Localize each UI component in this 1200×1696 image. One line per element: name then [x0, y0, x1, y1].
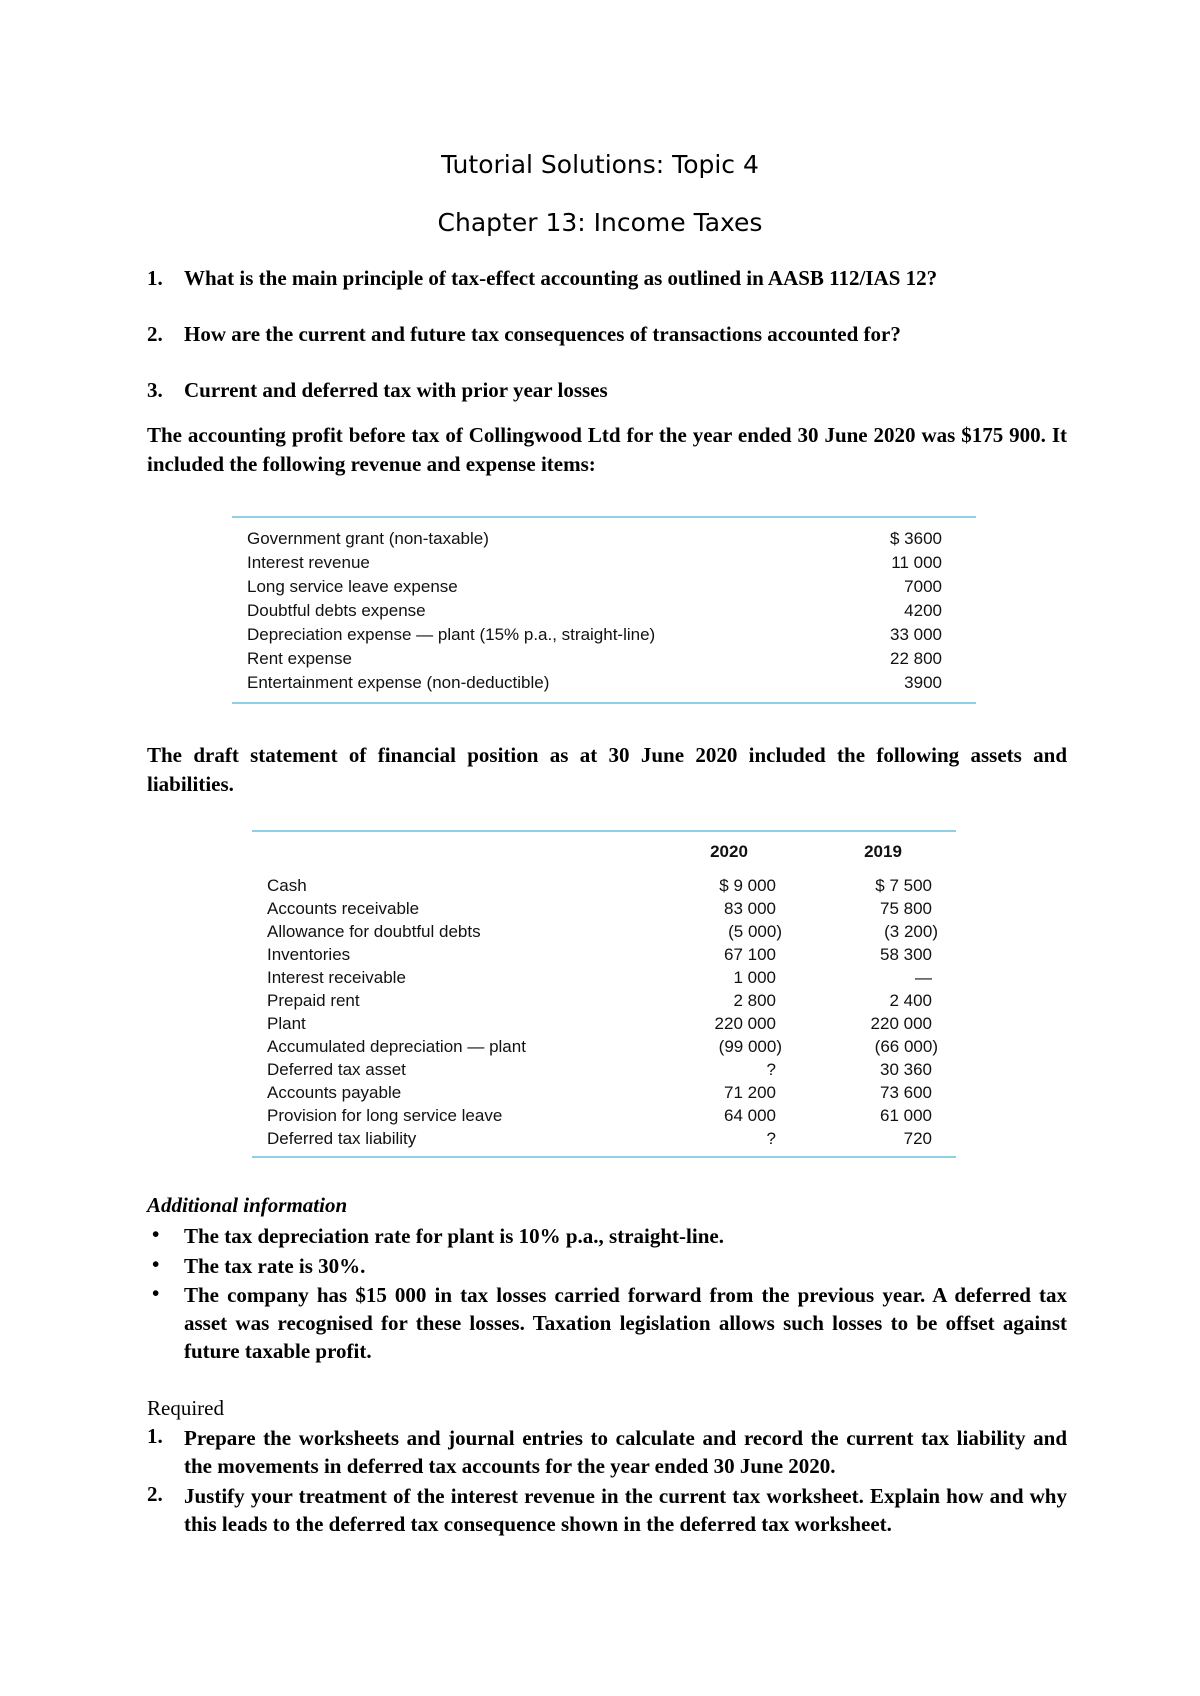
question-number: 2.	[147, 322, 163, 346]
value-2020: ?	[766, 1060, 776, 1079]
row-label: Accumulated depreciation — plant	[267, 1037, 526, 1056]
table-row	[232, 575, 976, 599]
row-label: Interest revenue	[247, 553, 370, 572]
value-2019: 58 300	[880, 945, 932, 964]
value-2019: 73 600	[880, 1083, 932, 1102]
table-row	[252, 874, 956, 898]
question-text: How are the current and future tax consequences of transactions accounted for?	[184, 322, 901, 346]
row-label: Provision for long service leave	[267, 1106, 503, 1125]
list-item-text: The tax depreciation rate for plant is 10% p.a., straight-line.	[184, 1224, 724, 1248]
value-2019: —	[915, 968, 932, 987]
table-row	[232, 647, 976, 671]
row-label: Cash	[267, 876, 307, 895]
bullet-icon: •	[152, 1281, 160, 1305]
value-2020: 220 000	[714, 1014, 776, 1033]
value-2020: 64 000	[724, 1106, 776, 1125]
table-bottom-rule	[252, 1156, 956, 1158]
position-paragraph: The draft statement of financial position as at 30 June 2020 included the following assets and liabilities.	[147, 743, 1067, 796]
table-row	[232, 599, 976, 623]
table-row	[232, 671, 976, 695]
question-text: What is the main principle of tax-effect accounting as outlined in AASB 112/IAS 12?	[184, 266, 938, 290]
table-top-rule	[252, 830, 956, 832]
bullet-icon: •	[152, 1252, 160, 1276]
column-header-2020: 2020	[710, 842, 748, 861]
value-2019: 61 000	[880, 1106, 932, 1125]
value-2020: (99 000)	[718, 1037, 782, 1056]
row-label: Inventories	[267, 945, 351, 964]
page-title: Tutorial Solutions: Topic 4	[441, 150, 759, 179]
value-2019: 720	[903, 1129, 932, 1148]
required-text: Prepare the worksheets and journal entries to calculate and record the current tax liability and the movements in deferred tax accounts for the year ended 30 June 2020.	[184, 1426, 1067, 1478]
value-2019: 75 800	[880, 899, 932, 918]
financial-position-table	[252, 830, 956, 1160]
value-2020: 67 100	[724, 945, 776, 964]
question-number: 3.	[147, 378, 163, 402]
table-row	[252, 989, 956, 1013]
row-label: Government grant (non-taxable)	[247, 529, 489, 548]
value-2019: (66 000)	[874, 1037, 938, 1056]
value-2020: ?	[766, 1129, 776, 1148]
table-row	[252, 943, 956, 967]
row-label: Prepaid rent	[267, 991, 360, 1010]
chapter-title: Chapter 13: Income Taxes	[437, 208, 763, 237]
required-number: 2.	[147, 1482, 163, 1506]
table-row	[232, 527, 976, 551]
table-top-rule	[232, 516, 976, 518]
row-label: Long service leave expense	[247, 577, 458, 596]
question-text: Current and deferred tax with prior year losses	[184, 378, 608, 402]
row-label: Accounts payable	[267, 1083, 402, 1102]
row-label: Depreciation expense — plant (15% p.a., straight-line)	[247, 625, 656, 644]
intro-paragraph: The accounting profit before tax of Collingwood Ltd for the year ended 30 June 2020 was $175 900. It included the following revenue and expense items:	[147, 423, 1067, 476]
row-label: Rent expense	[247, 649, 352, 668]
row-label: Entertainment expense (non-deductible)	[247, 673, 550, 692]
revenue-expense-table	[232, 516, 976, 706]
table-row	[252, 1058, 956, 1082]
list-item-text: The tax rate is 30%.	[184, 1254, 366, 1278]
column-header-2019: 2019	[864, 842, 902, 861]
value-2020: (5 000)	[728, 922, 782, 941]
row-label: Allowance for doubtful debts	[267, 922, 481, 941]
row-value: 22 800	[890, 649, 942, 668]
question-number: 1.	[147, 266, 163, 290]
table-row	[252, 897, 956, 921]
row-value: 11 000	[891, 553, 942, 572]
value-2019: 30 360	[880, 1060, 932, 1079]
row-value: $ 3600	[890, 529, 942, 548]
table-row	[252, 920, 956, 944]
value-2019: 220 000	[870, 1014, 932, 1033]
row-label: Accounts receivable	[267, 899, 420, 918]
value-2019: 2 400	[889, 991, 932, 1010]
row-label: Deferred tax asset	[267, 1060, 406, 1079]
row-value: 7000	[904, 577, 942, 596]
table-row	[252, 1127, 956, 1151]
row-label: Interest receivable	[267, 968, 406, 987]
value-2020: 71 200	[724, 1083, 776, 1102]
table-row	[232, 551, 976, 575]
bullet-icon: •	[152, 1222, 160, 1246]
row-label: Plant	[267, 1014, 306, 1033]
table-row	[252, 1035, 956, 1059]
row-value: 33 000	[890, 625, 942, 644]
row-label: Deferred tax liability	[267, 1129, 417, 1148]
list-item-text: The company has $15 000 in tax losses carried forward from the previous year. A deferred tax asset was recognised for these losses. Taxation legislation allows such losses to be offset against future taxable profit.	[184, 1283, 1067, 1363]
value-2019: $ 7 500	[875, 876, 932, 895]
table-row	[252, 1012, 956, 1036]
required-number: 1.	[147, 1424, 163, 1448]
table-row	[252, 966, 956, 990]
table-bottom-rule	[232, 702, 976, 704]
row-value: 4200	[904, 601, 942, 620]
table-row	[232, 623, 976, 647]
row-label: Doubtful debts expense	[247, 601, 426, 620]
additional-info-list	[147, 1222, 1067, 1372]
required-text: Justify your treatment of the interest revenue in the current tax worksheet. Explain how and why this leads to the deferred tax consequence shown in the deferred tax worksheet.	[184, 1484, 1067, 1536]
value-2020: 83 000	[724, 899, 776, 918]
required-heading: Required	[147, 1396, 224, 1420]
value-2020: 1 000	[733, 968, 776, 987]
additional-info-heading: Additional information	[147, 1193, 348, 1217]
value-2020: $ 9 000	[719, 876, 776, 895]
table-row	[252, 1104, 956, 1128]
table-header-row	[252, 840, 956, 864]
table-row	[252, 1081, 956, 1105]
value-2019: (3 200)	[884, 922, 938, 941]
row-value: 3900	[904, 673, 942, 692]
value-2020: 2 800	[733, 991, 776, 1010]
